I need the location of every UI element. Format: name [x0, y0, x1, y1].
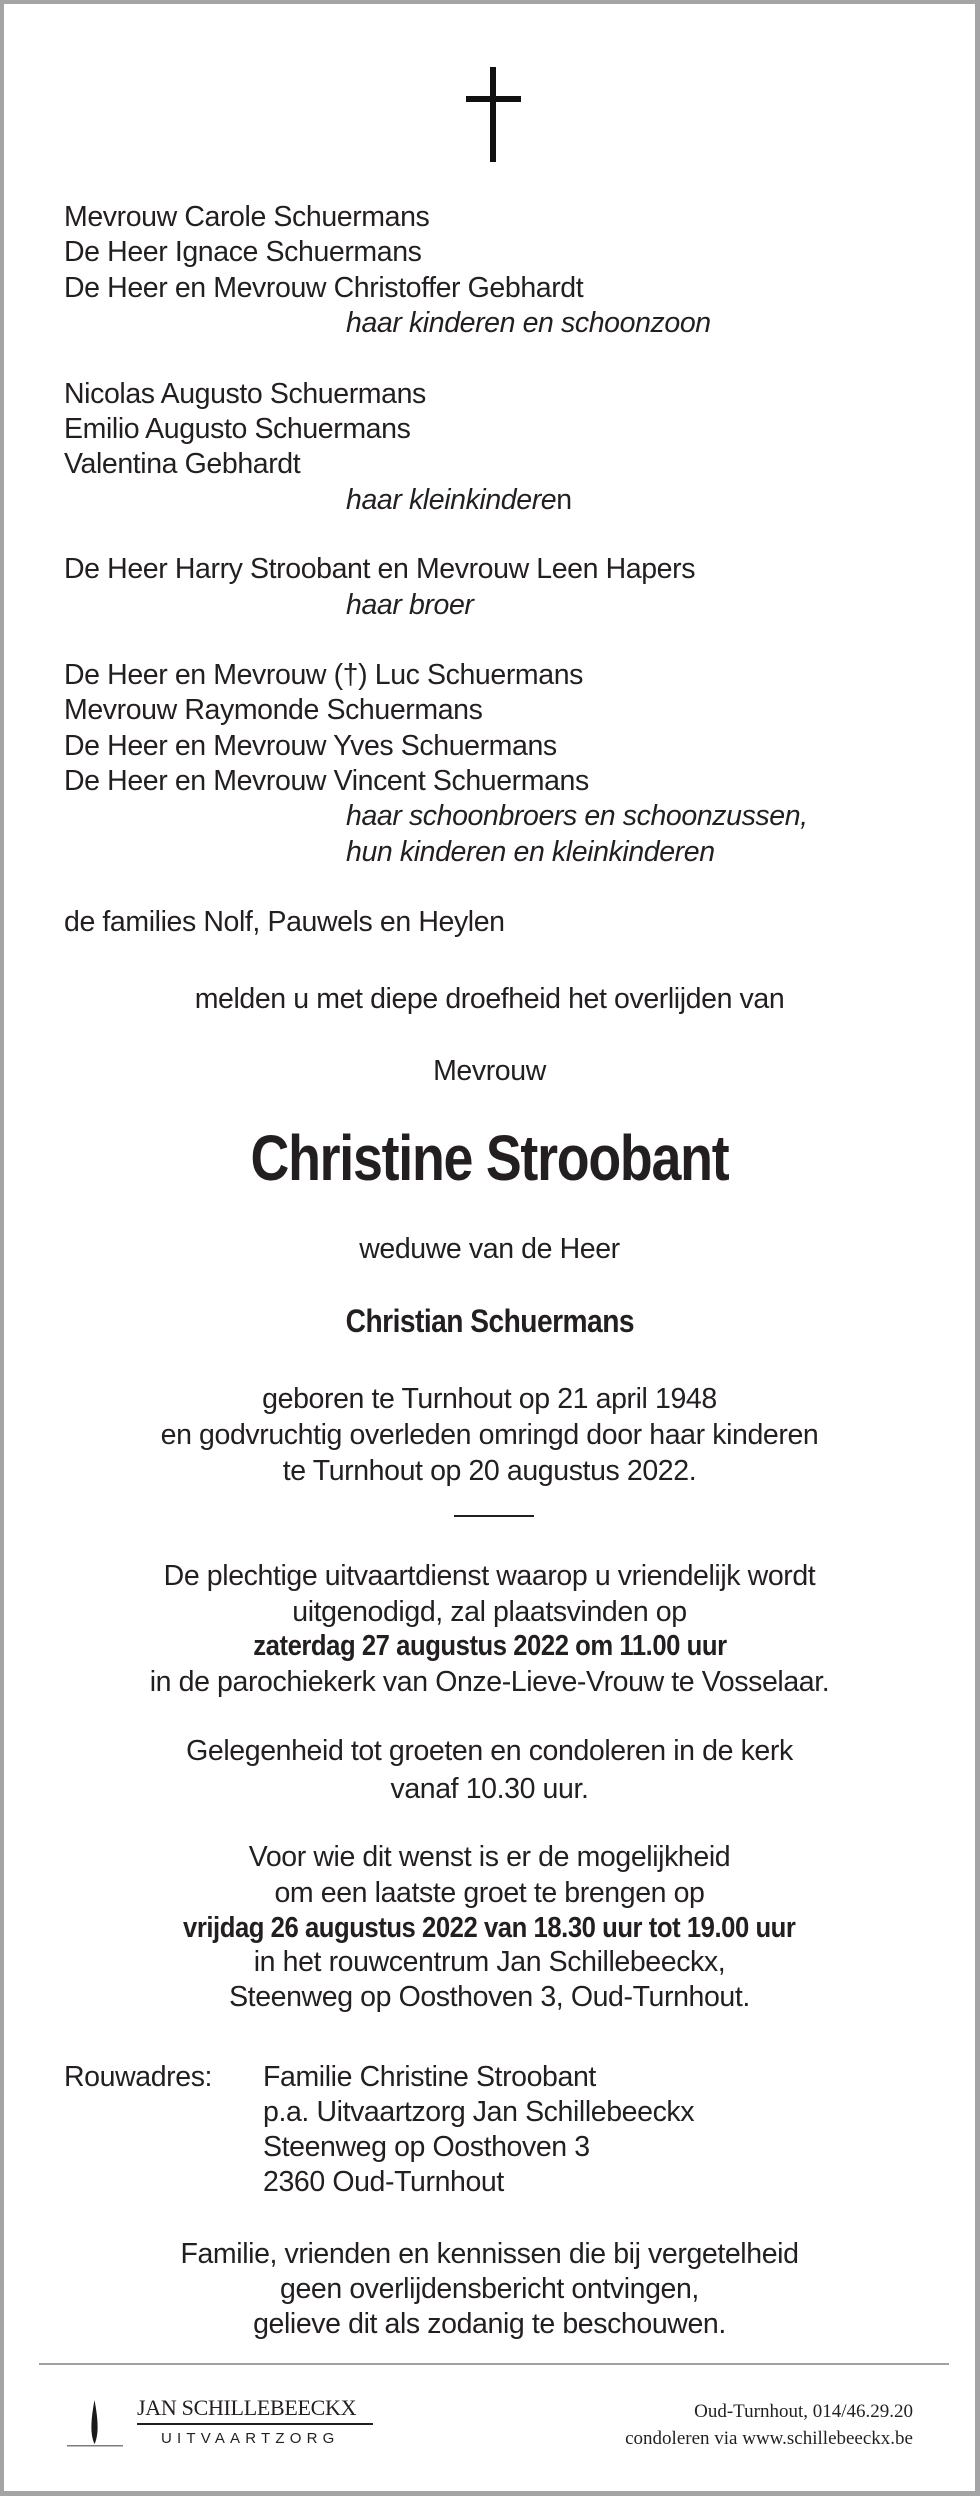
deceased-title: Mevrouw: [433, 1055, 546, 1087]
mourning-address-line: Steenweg op Oosthoven 3: [263, 2131, 590, 2163]
mourning-address-line: p.a. Uitvaartzorg Jan Schillebeeckx: [263, 2096, 695, 2128]
logo-underline: [137, 2423, 373, 2425]
visitation-location: Steenweg op Oosthoven 3, Oud-Turnhout.: [229, 1981, 750, 2013]
relation-label: haar broer: [346, 589, 474, 621]
condolence-text: Gelegenheid tot groeten en condoleren in de kerk: [186, 1735, 793, 1767]
footer-website: condoleren via www.schillebeeckx.be: [625, 2428, 913, 2449]
relation-label: [346, 482, 572, 518]
funeral-home-subtitle: UITVAARTZORG: [161, 2430, 340, 2447]
condolence-text: vanaf 10.30 uur.: [390, 1773, 589, 1805]
family-name: de families Nolf, Pauwels en Heylen: [64, 906, 505, 938]
deceased-name: Christine Stroobant: [250, 1122, 729, 1194]
family-name: Mevrouw Carole Schuermans: [64, 201, 430, 233]
mourning-address-label: Rouwadres:: [64, 2061, 213, 2093]
spouse-name: Christian Schuermans: [345, 1303, 634, 1339]
widow-of-text: weduwe van de Heer: [359, 1233, 620, 1265]
service-location: in de parochiekerk van Onze-Lieve-Vrouw te Vosselaar.: [149, 1666, 830, 1698]
notice-text: gelieve dit als zodanig te beschouwen.: [253, 2308, 726, 2340]
family-name: De Heer en Mevrouw Vincent Schuermans: [64, 765, 589, 797]
service-text: De plechtige uitvaartdienst waarop u vriendelijk wordt: [163, 1560, 816, 1592]
funeral-home-name: JAN SCHILLEBEECKX: [137, 2395, 357, 2420]
notice-text: geen overlijdensbericht ontvingen,: [280, 2273, 699, 2305]
notice-text: Familie, vrienden en kennissen die bij vergetelheid: [180, 2238, 799, 2270]
visitation-datetime: vrijdag 26 augustus 2022 van 18.30 uur tot 19.00 uur: [183, 1912, 796, 1944]
family-name: Emilio Augusto Schuermans: [64, 413, 411, 445]
relation-label-upright: n: [556, 484, 572, 516]
announcement-text: melden u met diepe droefheid het overlijden van: [194, 983, 785, 1015]
relation-label: haar kinderen en schoonzoon: [346, 307, 711, 339]
life-line: te Turnhout op 20 augustus 2022.: [282, 1455, 697, 1487]
relation-label-italic: haar kleinkindere: [346, 484, 557, 516]
visitation-text: Voor wie dit wenst is er de mogelijkheid: [248, 1841, 731, 1873]
family-name: De Heer en Mevrouw Christoffer Gebhardt: [64, 272, 584, 304]
footer-contact: Oud-Turnhout, 014/46.29.20: [694, 2401, 913, 2422]
family-name: De Heer Harry Stroobant en Mevrouw Leen Hapers: [64, 553, 696, 585]
family-name: De Heer en Mevrouw (†) Luc Schuermans: [64, 659, 584, 691]
family-name: Nicolas Augusto Schuermans: [64, 378, 426, 410]
section-separator: [454, 1515, 534, 1517]
relation-label: haar schoonbroers en schoonzussen,: [346, 800, 808, 832]
mourning-address-line: Familie Christine Stroobant: [263, 2061, 596, 2093]
visitation-location: in het rouwcentrum Jan Schillebeeckx,: [253, 1946, 726, 1978]
family-name: Valentina Gebhardt: [64, 448, 301, 480]
life-line: en godvruchtig overleden omringd door haar kinderen: [160, 1419, 819, 1451]
service-datetime: zaterdag 27 augustus 2022 om 11.00 uur: [252, 1630, 727, 1662]
cypress-tree-icon: [67, 2399, 123, 2449]
family-name: Mevrouw Raymonde Schuermans: [64, 694, 483, 726]
visitation-text: om een laatste groet te brengen op: [274, 1877, 705, 1909]
footer-divider: [39, 2363, 949, 2365]
mourning-address-line: 2360 Oud-Turnhout: [263, 2166, 504, 2198]
life-line: geboren te Turnhout op 21 april 1948: [262, 1383, 717, 1415]
family-name: De Heer en Mevrouw Yves Schuermans: [64, 730, 557, 762]
service-text: uitgenodigd, zal plaatsvinden op: [292, 1596, 687, 1628]
relation-label: hun kinderen en kleinkinderen: [346, 836, 715, 868]
family-name: De Heer Ignace Schuermans: [64, 236, 422, 268]
